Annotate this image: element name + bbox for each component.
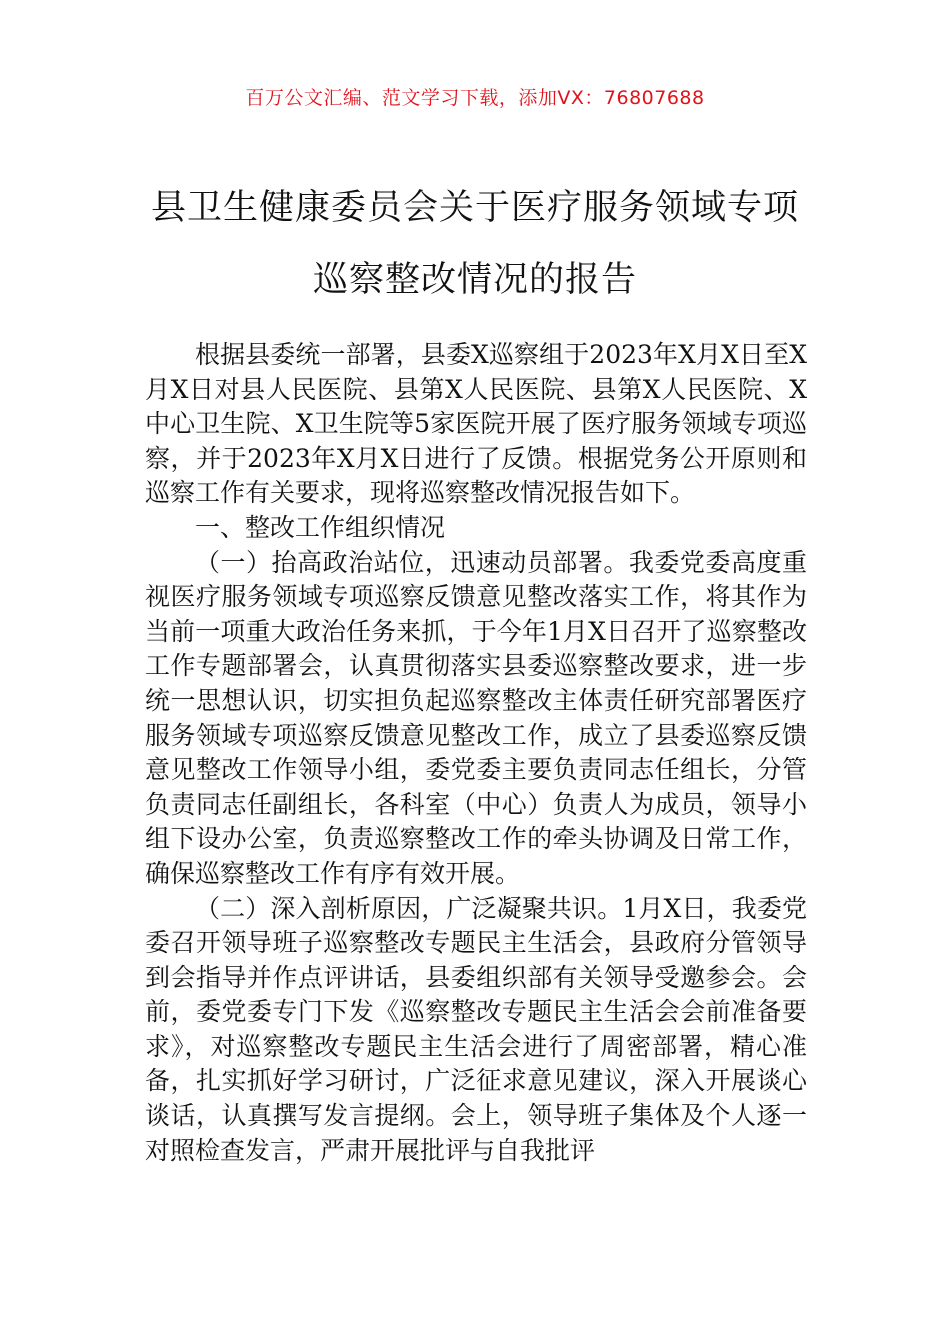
paragraph-intro: 根据县委统一部署，县委X巡察组于2023年X月X日至X月X日对县人民医院、县第X人民医院、县第X人民医院、X中心卫生院、X卫生院等5家医院开展了医疗服务领域专项巡察，并于2023年X月X日进行了反馈。根据党务公开原则和巡察工作有关要求，现将巡察整改情况报告如下。 — [145, 340, 807, 508]
header-note: 百万公文汇编、范文学习下载，添加VX：76807688 — [245, 87, 705, 109]
paragraph-section-1-1: （一）抬高政治站位，迅速动员部署。我委党委高度重视医疗服务领域专项巡察反馈意见整改落实工作，将其作为当前一项重大政治任务来抓，于今年1月X日召开了巡察整改工作专题部署会，认真贯彻落实县委巡察整改要求，进一步统一思想认识，切实担负起巡察整改主体责任研究部署医疗服务领域专项巡察反馈意见整改工作，成立了县委巡察反馈意见整改工作领导小组，委党委主要负责同志任组长，分管负责同志任副组长，各科室（中心）负责人为成员，领导小组下设办公室，负责巡察整改工作的牵头协调及日常工作，确保巡察整改工作有序有效开展。 — [145, 547, 807, 888]
title-line-2: 巡察整改情况的报告 — [312, 260, 637, 300]
document-title — [100, 172, 850, 316]
section-heading-1: 一、整改工作组织情况 — [195, 512, 446, 542]
title-line-1: 县卫生健康委员会关于医疗服务领域专项 — [150, 188, 799, 228]
paragraph-section-1-2: （二）深入剖析原因，广泛凝聚共识。1月X日，我委党委召开领导班子巡察整改专题民主生活会，县政府分管领导到会指导并作点评讲话，县委组织部有关领导受邀参会。会前，委党委专门下发《巡察整改专题民主生活会会前准备要求》，对巡察整改专题民主生活会进行了周密部署，精心准备，扎实抓好学习研讨，广泛征求意见建议，深入开展谈心谈话，认真撰写发言提纲。会上，领导班子集体及个人逐一对照检查发言，严肃开展批评与自我批评 — [145, 893, 807, 1165]
document-body — [145, 338, 807, 1168]
